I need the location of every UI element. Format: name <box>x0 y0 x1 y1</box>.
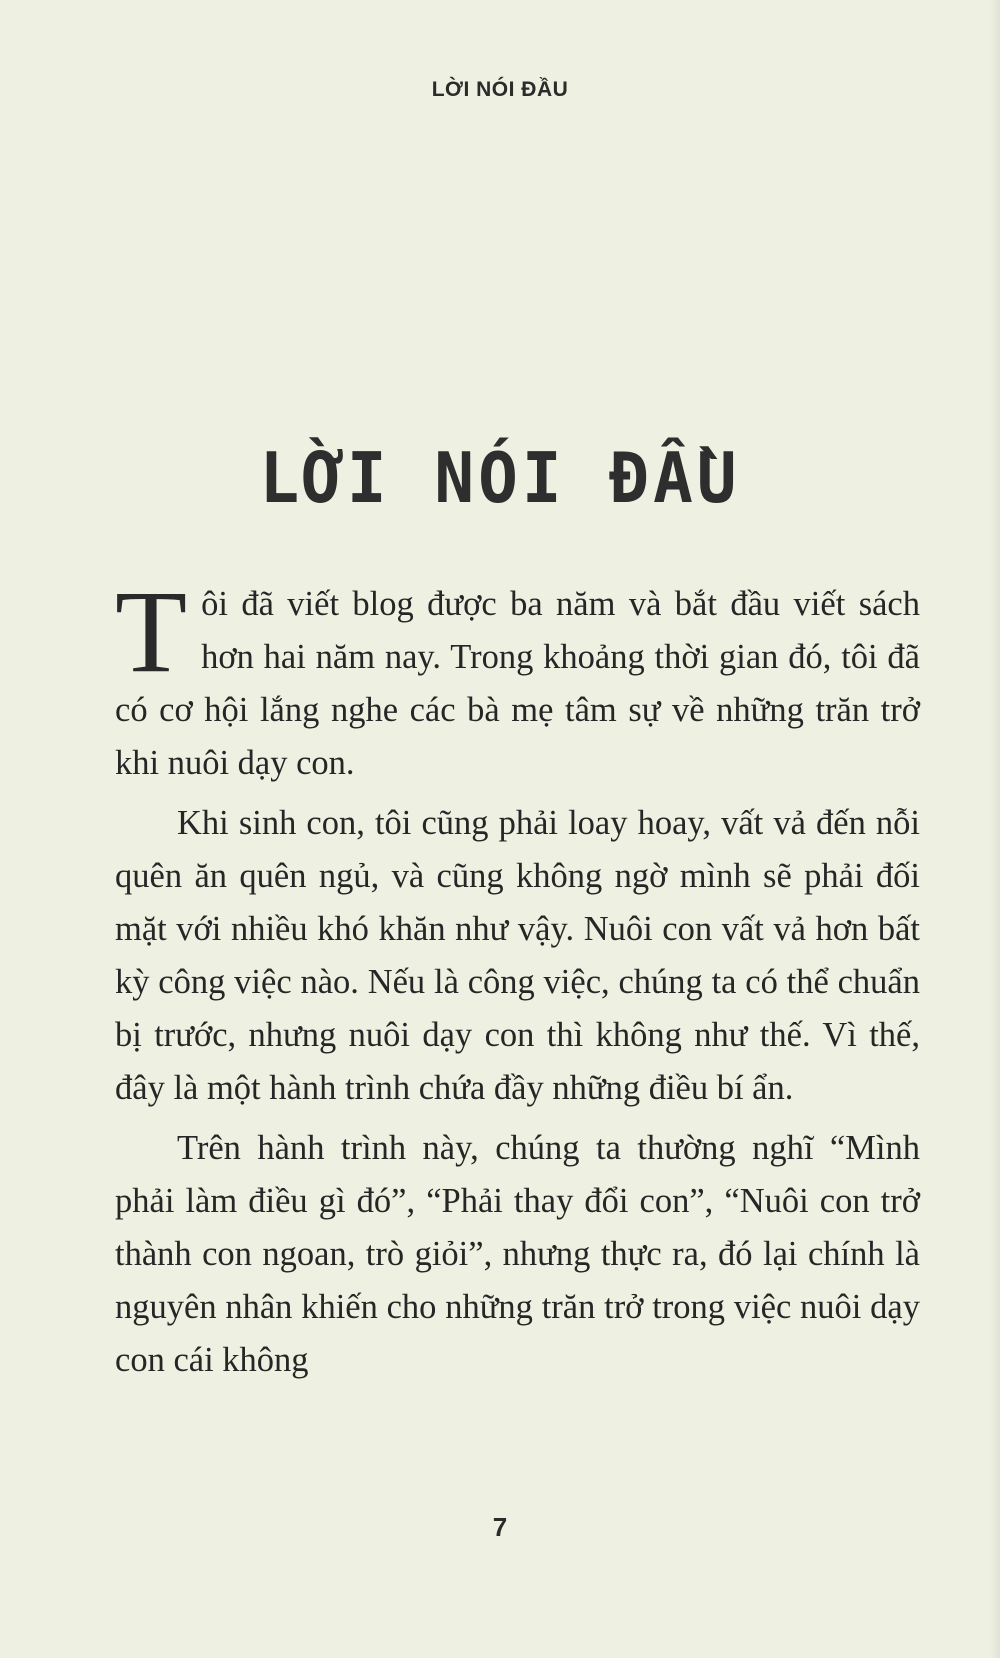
paragraph-1 <box>115 566 920 790</box>
paragraph-1-text: ôi đã viết blog được ba năm và bắt đầu viết sách hơn hai năm nay. Trong khoảng thời gian đó, tôi đã có cơ hội lắng nghe các bà mẹ tâm sự về những trăn trở khi nuôi dạy con. <box>115 585 920 782</box>
running-header: LỜI NÓI ĐẦU <box>431 78 569 101</box>
body-text <box>115 566 920 1394</box>
paragraph-2: Khi sinh con, tôi cũng phải loay hoay, vất vả đến nỗi quên ăn quên ngủ, và cũng không ngờ mình sẽ phải đối mặt với nhiều khó khăn như vậy. Nuôi con vất vả hơn bất kỳ công việc nào. Nếu là công việc, chúng ta có thể chuẩn bị trước, nhưng nuôi dạy con thì không như thế. Vì thế, đây là một hành trình chứa đầy những điều bí ẩn. <box>115 804 920 1107</box>
paragraph-3: Trên hành trình này, chúng ta thường nghĩ “Mình phải làm điều gì đó”, “Phải thay đổi con”, “Nuôi con trở thành con ngoan, trò giỏi”, nhưng thực ra, đó lại chính là nguyên nhân khiến cho những trăn trở trong việc nuôi dạy con cái không <box>115 1129 920 1379</box>
chapter-title: LỜI NÓI ĐẦU <box>259 438 741 519</box>
page-number: 7 <box>492 1512 508 1542</box>
drop-cap: T <box>115 566 188 697</box>
page-edge-shadow <box>990 0 1000 1658</box>
